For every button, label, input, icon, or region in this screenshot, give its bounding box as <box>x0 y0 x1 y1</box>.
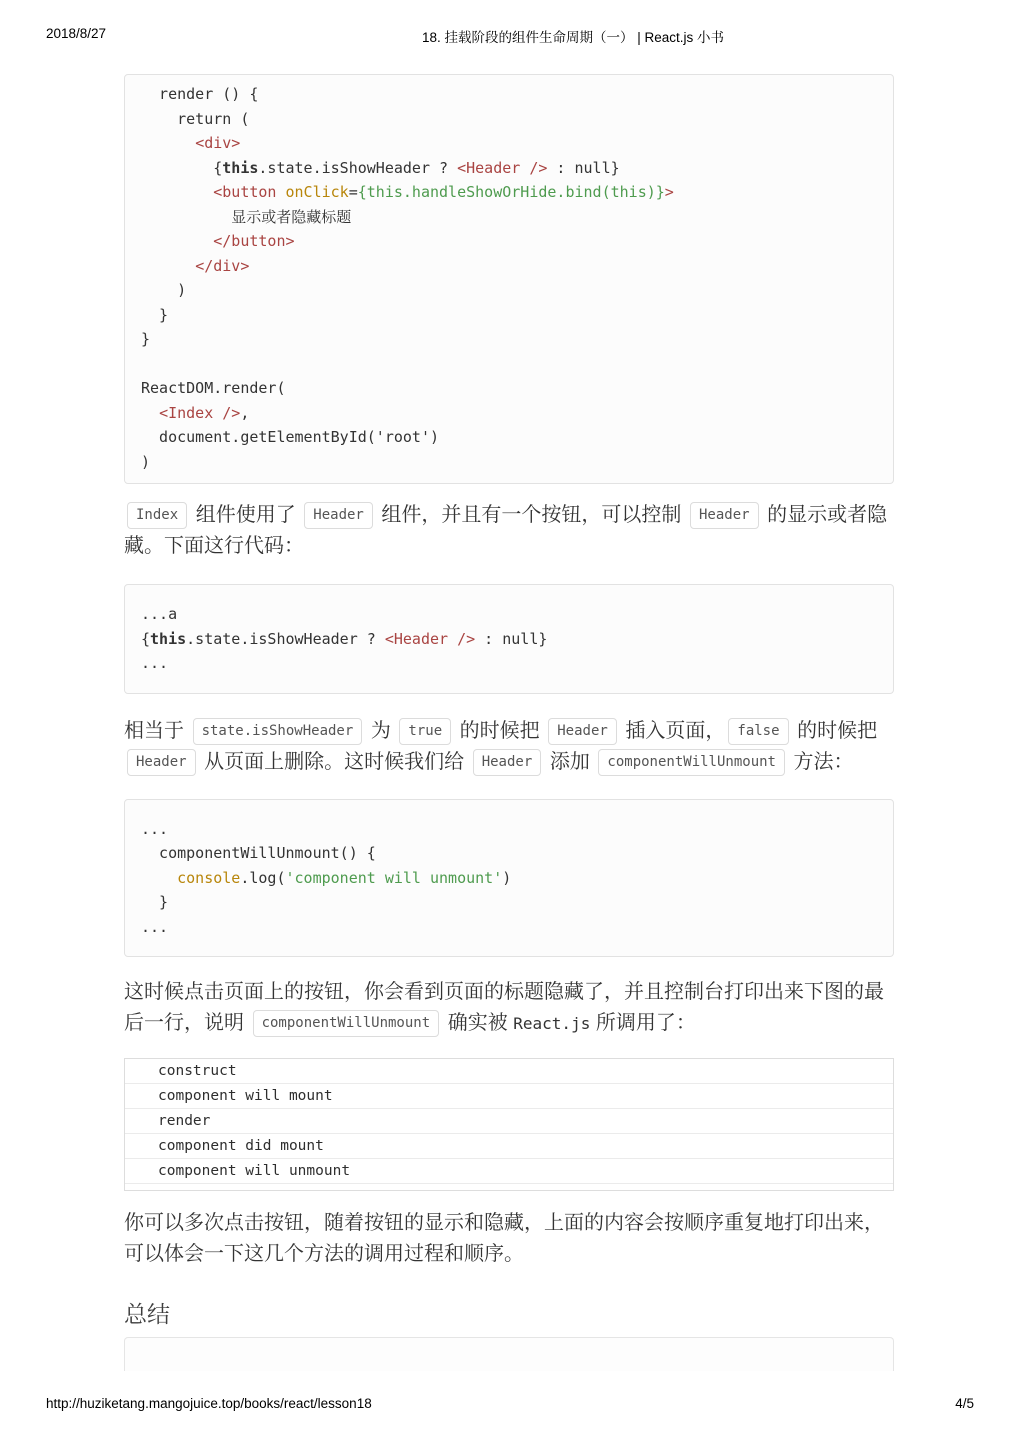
code-line <box>141 352 877 377</box>
code-token-tag: </button> <box>213 232 295 250</box>
code-token: } <box>141 305 169 324</box>
paragraph-text: 的时候把 <box>791 719 878 742</box>
code-line <box>141 866 877 891</box>
inline-code-chip: Header <box>690 502 759 529</box>
paragraph-text: 所调用了： <box>590 1012 696 1034</box>
code-token: } <box>141 330 151 348</box>
print-header-title: 18. 挂载阶段的组件生命周期（一） | React.js 小书 <box>421 30 725 45</box>
code-token: ) <box>141 281 187 299</box>
inline-code-chip: componentWillUnmount <box>598 749 785 776</box>
paragraph-text: 方法： <box>787 750 854 773</box>
code-line <box>141 890 877 915</box>
code-token-tag: <Header /> <box>457 158 548 177</box>
code-token-tag: <Index /> <box>159 403 241 422</box>
console-log-row: component did mount <box>125 1134 893 1159</box>
code-token <box>141 232 213 250</box>
paragraph-text: 组件使用了 <box>190 504 302 526</box>
code-token: ... <box>141 819 169 838</box>
print-footer-url: http://huziketang.mangojuice.top/books/react/lesson18 <box>46 1396 372 1411</box>
code-token: componentWillUnmount() { <box>141 844 376 862</box>
inline-code-chip: componentWillUnmount <box>253 1010 440 1037</box>
code-token-green: 'component will unmount' <box>285 868 503 887</box>
code-line <box>141 602 877 627</box>
code-line <box>141 450 877 475</box>
code-line <box>141 82 877 107</box>
paragraph-text: 组件，并且有一个按钮，可以控制 <box>375 504 687 526</box>
code-line <box>141 180 877 205</box>
inline-code-chip: false <box>728 718 788 745</box>
code-token: ) <box>502 868 512 887</box>
paragraph-text: 添加 <box>544 750 596 773</box>
code-token-tag: <button <box>213 183 277 201</box>
code-token: .state.isShowHeader ? <box>258 158 458 177</box>
code-line <box>141 651 877 676</box>
paragraph-text: 的时候把 <box>454 719 546 742</box>
paragraph-repeat-clicks <box>124 1208 894 1270</box>
console-log-row: construct <box>125 1059 893 1084</box>
paragraph-text: 相当于 <box>124 719 190 742</box>
code-token: : null} <box>475 629 548 648</box>
print-header-date: 2018/8/27 <box>46 26 107 41</box>
code-token: render () { <box>141 85 259 103</box>
code-token: ... <box>141 654 169 672</box>
code-line <box>141 205 877 230</box>
code-token-kw: this <box>150 629 187 648</box>
code-line <box>141 303 877 328</box>
code-token: .log( <box>240 868 286 887</box>
code-line <box>141 156 877 181</box>
paragraph-text: 插入页面， <box>619 719 726 742</box>
paragraph-index-uses-header <box>124 500 894 562</box>
code-line <box>141 425 877 450</box>
code-line <box>141 107 877 132</box>
code-token: } <box>141 893 169 911</box>
code-token: ... <box>141 917 169 936</box>
code-line <box>141 627 877 652</box>
inline-code-chip: state.isShowHeader <box>193 718 363 745</box>
paragraph-text: 确实被 <box>442 1012 514 1034</box>
code-block-jsx-render <box>124 74 894 484</box>
code-line <box>141 278 877 303</box>
code-token: 显示或者隐藏标题 <box>141 207 352 226</box>
console-log-row: component will mount <box>125 1084 893 1109</box>
summary-heading: 总结 <box>124 1301 170 1327</box>
code-token-tag: > <box>664 183 674 201</box>
inline-code-chip: true <box>399 718 451 745</box>
code-token-tag: <div> <box>195 134 241 152</box>
code-line <box>141 376 877 401</box>
code-block-cutoff <box>124 1337 894 1371</box>
inline-code-chip: Header <box>304 502 373 529</box>
paragraph-text: 这时候点击页面上的按钮，你会看到页面的标题隐藏了，并且控制台打印出来下图的最后一行，说明 <box>124 981 884 1034</box>
code-token-tag: </div> <box>195 256 250 275</box>
code-token <box>141 869 177 887</box>
code-token: { <box>141 629 151 648</box>
console-log-row: render <box>125 1109 893 1134</box>
code-token: .state.isShowHeader ? <box>186 629 385 648</box>
inline-code-chip: Header <box>548 718 617 745</box>
code-token-attr: console <box>177 868 241 887</box>
paragraph-text: 的显示或者隐藏。下面这行代码： <box>124 504 888 557</box>
code-token-tag: <Header /> <box>384 629 476 648</box>
console-output-image <box>124 1058 894 1191</box>
code-block-component-will-unmount <box>124 799 894 958</box>
code-token: document.getElementById('root') <box>141 428 440 446</box>
code-token: ...a <box>141 605 178 623</box>
code-line <box>141 841 877 866</box>
print-footer-page-number: 4/5 <box>955 1396 974 1411</box>
paragraph-text: 为 <box>365 719 397 742</box>
code-token <box>141 257 195 275</box>
code-line <box>141 254 877 279</box>
paragraph-text: 从页面上删除。这时候我们给 <box>198 750 470 773</box>
code-token-attr: onClick <box>285 183 349 201</box>
code-token: ReactDOM.render( <box>141 379 286 397</box>
inline-code-chip: Header <box>127 749 196 776</box>
code-line <box>141 915 877 940</box>
code-token-green: {this.handleShowOrHide.bind(this)} <box>357 183 665 201</box>
article-content <box>124 74 894 1371</box>
paragraph-click-button-console <box>124 977 894 1039</box>
code-token: return ( <box>141 109 250 128</box>
inline-code-chip: Index <box>127 502 187 529</box>
code-token: ) <box>141 452 151 471</box>
inline-code-chip: Header <box>473 749 542 776</box>
code-line <box>141 131 877 156</box>
code-token: , <box>240 403 250 422</box>
code-block-conditional-render <box>124 584 894 694</box>
paragraph-equivalent-behavior <box>124 716 894 778</box>
code-token <box>141 134 195 152</box>
code-token: { <box>141 158 223 177</box>
code-line <box>141 229 877 254</box>
code-token <box>141 404 159 422</box>
paragraph-text: 你可以多次点击按钮，随着按钮的显示和隐藏，上面的内容会按顺序重复地打印出来，可以体会一下这几个方法的调用过程和顺序。 <box>124 1212 884 1265</box>
code-token <box>276 183 285 201</box>
code-line <box>141 327 877 352</box>
code-token: : null} <box>547 158 620 177</box>
inline-mono-text: React.js <box>513 1014 591 1033</box>
console-log-row: component will unmount <box>125 1159 893 1184</box>
code-token: = <box>348 183 358 201</box>
code-token <box>141 183 213 201</box>
code-line <box>141 817 877 842</box>
code-line <box>141 401 877 426</box>
code-token-kw: this <box>222 158 259 177</box>
